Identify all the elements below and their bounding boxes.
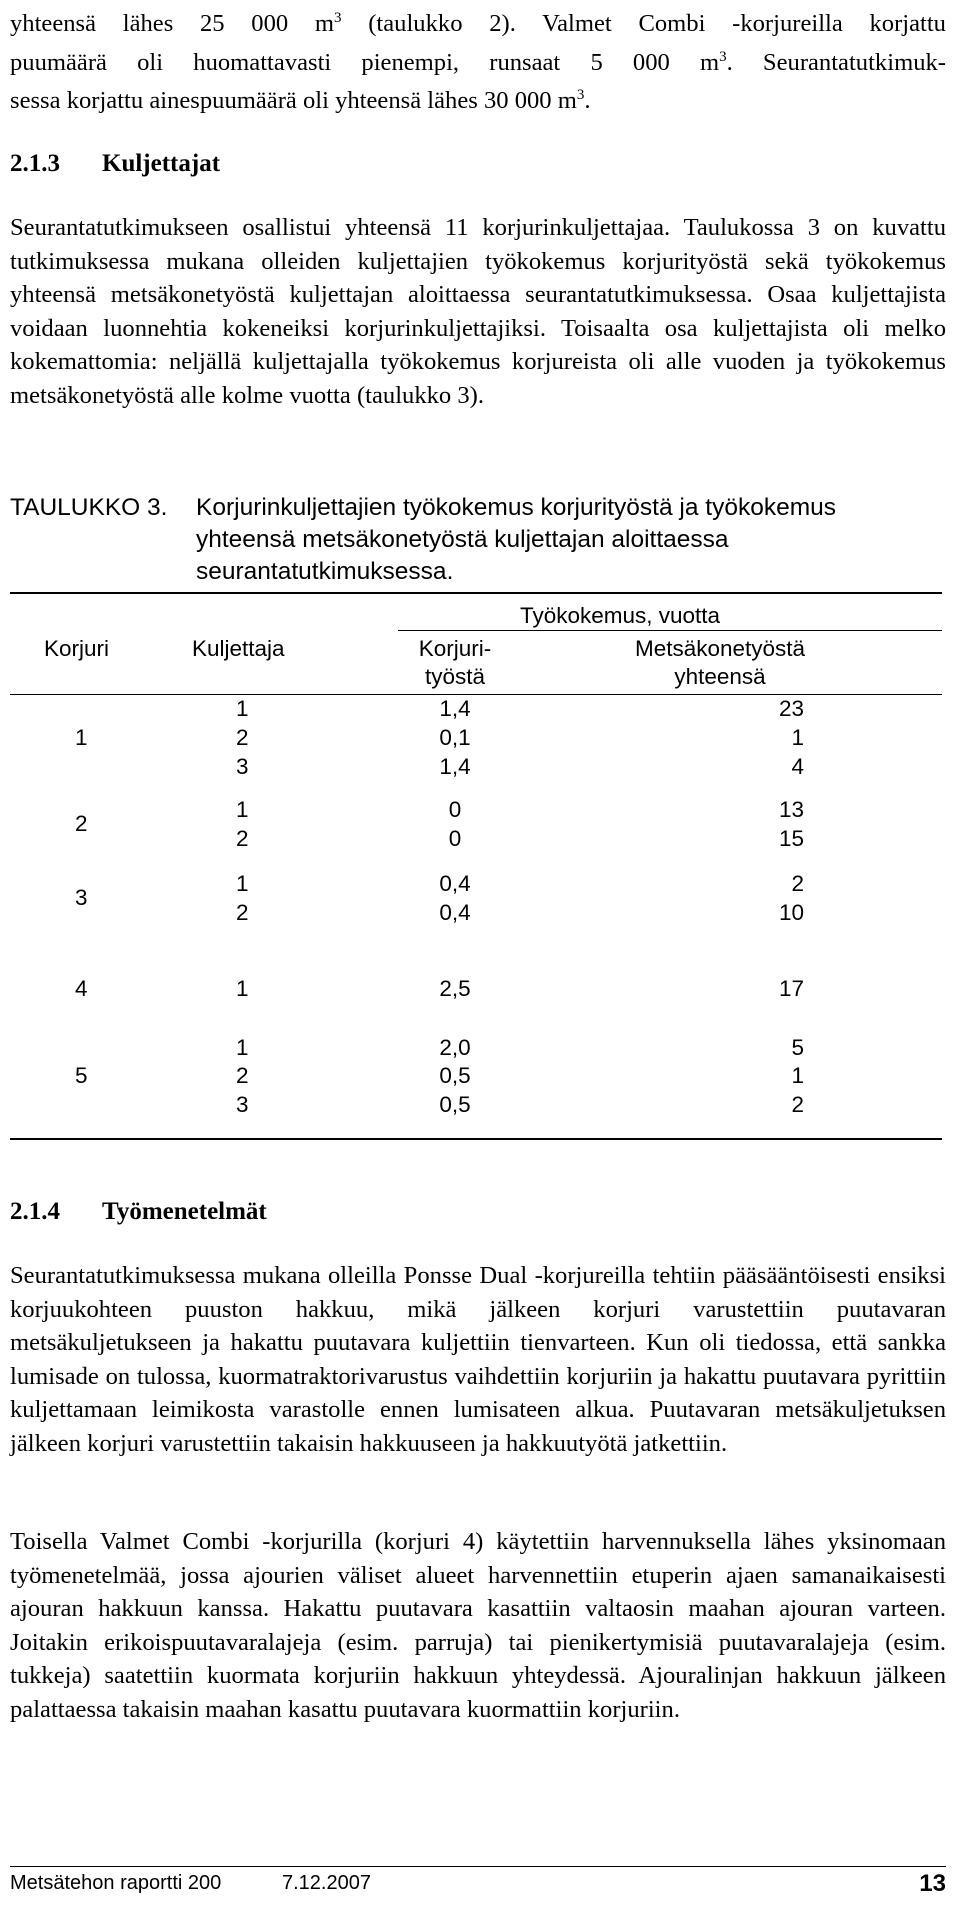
- col-header-kuljettaja: Kuljettaja: [192, 636, 285, 661]
- metsakone-cell: 1: [791, 725, 804, 750]
- col-header-metsakone-1: Metsäkonetyöstä: [634, 636, 806, 661]
- tyomenetelmat-paragraph-1: Seurantatutkimuksessa mukana olleilla Ponsse Dual -korjureilla tehtiin pääsääntöisesti ensiksi korjuukohteen puuston hakkuu, mikä jälkeen korjuri varustettiin puutavaran metsäkuljetukseen ja hakattu puutavara kuljettiin tienvarteen. Kun oli tiedossa, että sankka lumisade on tulossa, kuormatraktorivarustus vaihdettiin korjuriin ja hakattu puutavara pyrittiin kuljettamaan leimikosta varastolle ennen lumisateen alkua. Puutavaran metsäkuljetuksen jälkeen korjuri varustettiin takaisin hakkuuseen ja hakkuutyötä jatkettiin.: [10, 1262, 946, 1457]
- table-caption-text: Korjurinkuljettajien työkokemus korjurityöstä ja työkokemus yhteensä metsäkonetyöstä kuljettajan aloittaessa seurantatutkimuksessa.: [196, 494, 836, 585]
- korjurityo-cell: 0: [448, 826, 462, 851]
- superscript-3: 3: [576, 87, 585, 104]
- kuljettaja-cell: 2: [236, 725, 249, 750]
- intro-line-2-text: puumäärä oli huomattavasti pienempi, runsaat 5 000 m: [10, 48, 720, 76]
- metsakone-cell: 23: [778, 696, 804, 721]
- section-heading-tyomenetelmat: [10, 1198, 267, 1226]
- metsakone-cell: 17: [778, 976, 804, 1001]
- kuljettaja-cell: 1: [236, 976, 249, 1001]
- kuljettajat-paragraph: Seurantatutkimukseen osallistui yhteensä 11 korjurinkuljettajaa. Taulukossa 3 on kuvattu tutkimuksessa mukana olleiden kuljettajien työkokemus korjurityöstä sekä työkokemus yhteensä metsäkonetyöstä kuljettajan aloittaessa seurantatutkimuksessa. Osaa kuljettajista voidaan luonnehtia kokeneiksi korjurinkuljettajiksi. Toisaalta osa kuljettajista oli melko kokemattomia: neljällä kuljettajalla työkokemus korjureista oli alle vuoden ja työkokemus metsäkonetyöstä alle kolme vuotta (taulukko 3).: [10, 214, 946, 409]
- kuljettaja-cell: 1: [236, 797, 249, 822]
- korjurityo-cell: 0,1: [439, 725, 471, 750]
- korjurityo-cell: 0,4: [439, 871, 471, 896]
- metsakone-cell: 13: [778, 797, 804, 822]
- intro-line-3-text: sessa korjattu ainespuumäärä oli yhteensä lähes 30 000 m: [10, 87, 577, 115]
- table-bottom-rule: [10, 1138, 942, 1140]
- kuljettaja-cell: 1: [236, 696, 249, 721]
- intro-line-3-rest: .: [584, 87, 591, 115]
- header-group: Työkokemus, vuotta: [519, 603, 721, 628]
- korjurityo-cell: 1,4: [439, 696, 471, 721]
- kuljettaja-cell: 2: [236, 1063, 249, 1088]
- section-number: 2.1.4: [10, 1198, 60, 1225]
- section-title: Työmenetelmät: [102, 1198, 267, 1225]
- metsakone-cell: 5: [791, 1035, 804, 1060]
- table-label: TAULUKKO 3.: [10, 494, 168, 521]
- kuljettaja-cell: 1: [236, 871, 249, 896]
- metsakone-cell: 2: [791, 871, 804, 896]
- intro-line-1-rest: (taulukko 2). Valmet Combi -korjureilla korjattu: [341, 10, 946, 38]
- footer-report: Metsätehon raportti 200: [10, 1872, 222, 1894]
- tyomenetelmat-paragraph-2: Toisella Valmet Combi -korjurilla (korjuri 4) käytettiin harvennuksella lähes yksinomaan työmenetelmää, jossa ajourien väliset alueet harvennettiin etuperin ajaen samanaikaisesti ajouran hakkuun kanssa. Hakattu puutavara kasattiin valtaosin maahan ajouran varteen. Joitakin erikoispuutavaralajeja (esim. parruja) tai pienikertymisiä puutavaralajeja (esim. tukkeja) saatettiin kuormata korjuriin hakkuun yhteydessä. Ajouralinjan hakkuun jälkeen palattaessa takaisin maahan kasattu puutavara kuormattiin korjuriin.: [10, 1528, 946, 1723]
- korjurityo-cell: 0,5: [439, 1092, 471, 1117]
- korjuri-cell: 1: [75, 725, 88, 750]
- col-header-metsakone-2: yhteensä: [674, 664, 766, 689]
- kuljettaja-cell: 1: [236, 1035, 249, 1060]
- header-group-rule: [398, 630, 942, 631]
- kuljettaja-cell: 3: [236, 1092, 249, 1117]
- metsakone-cell: 15: [778, 826, 804, 851]
- section-number: 2.1.3: [10, 150, 60, 177]
- korjurityo-cell: 2,0: [439, 1035, 471, 1060]
- korjuri-cell: 4: [75, 976, 88, 1001]
- col-header-korjurityosta-2: työstä: [424, 664, 486, 689]
- metsakone-cell: 2: [791, 1092, 804, 1117]
- footer-date: 7.12.2007: [282, 1872, 371, 1894]
- korjuri-cell: 2: [75, 811, 88, 836]
- section-title: Kuljettajat: [102, 150, 221, 177]
- col-header-korjurityosta-1: Korjuri-: [418, 636, 492, 661]
- table-top-rule: [10, 592, 942, 594]
- page-number: 13: [919, 1870, 946, 1897]
- col-header-korjuri: Korjuri: [44, 636, 110, 661]
- metsakone-cell: 10: [778, 900, 804, 925]
- metsakone-cell: 1: [791, 1063, 804, 1088]
- kuljettaja-cell: 2: [236, 826, 249, 851]
- footer: [10, 1872, 946, 1902]
- intro-line-2-rest: . Seurantatutkimuk-: [726, 48, 946, 76]
- superscript-3: 3: [719, 48, 727, 65]
- kuljettaja-cell: 2: [236, 900, 249, 925]
- korjurityo-cell: 1,4: [439, 754, 471, 779]
- korjurityo-cell: 0,5: [439, 1063, 471, 1088]
- korjurityo-cell: 0: [448, 797, 462, 822]
- metsakone-cell: 4: [791, 754, 804, 779]
- korjurityo-cell: 0,4: [439, 900, 471, 925]
- intro-line-1-text: yhteensä lähes 25 000 m: [10, 10, 335, 38]
- korjuri-cell: 3: [75, 885, 88, 910]
- superscript-3: 3: [334, 10, 342, 26]
- kuljettaja-cell: 3: [236, 754, 249, 779]
- footer-rule: [10, 1866, 946, 1867]
- korjuri-cell: 5: [75, 1063, 88, 1088]
- korjurityo-cell: 2,5: [439, 976, 471, 1001]
